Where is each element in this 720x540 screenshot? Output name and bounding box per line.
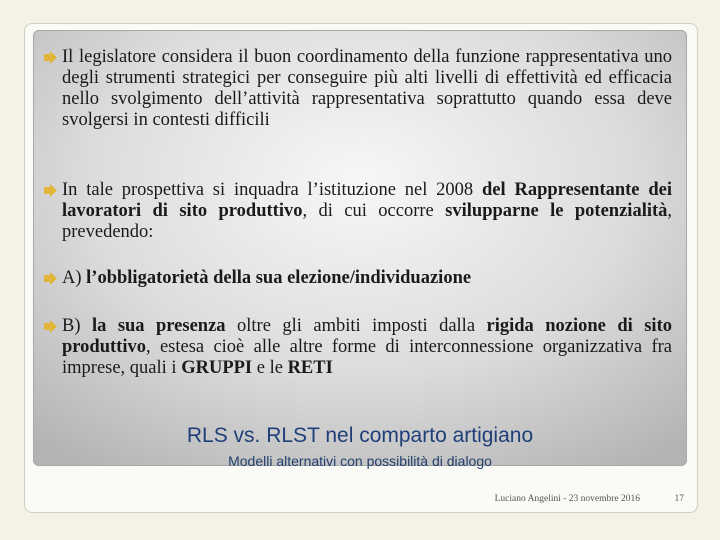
bullet-text-segment: , prevedendo:: [62, 201, 673, 242]
bullet-text: [62, 47, 672, 131]
bullet-text-segment: e le: [252, 358, 288, 378]
bullet-text-segment: GRUPPI: [181, 358, 253, 378]
bullet-arrow-icon: [42, 268, 60, 289]
bullet-text-segment: svilupparne le potenzialità: [445, 201, 668, 221]
section-subtitle: RLS vs. RLST nel comparto artigiano: [186, 424, 534, 447]
bullet-arrow-icon: [42, 316, 60, 337]
bullet-text-segment: del Rappresentante dei lavoratori di sito produttivo: [62, 180, 672, 221]
bullet-text-segment: la sua presenza: [91, 316, 226, 336]
bullet-text-segment: B): [62, 316, 92, 336]
bullet-text: [62, 316, 672, 379]
bullet-item-3: [62, 268, 672, 289]
bullet-arrow-icon: [42, 47, 60, 68]
bullet-text-segment: , di cui occorre: [302, 201, 446, 221]
bullet-text-segment: RETI: [287, 358, 333, 378]
bullet-text: [62, 180, 672, 243]
bullet-text: [62, 268, 672, 289]
bullet-text-segment: oltre gli ambiti imposti dalla: [225, 316, 487, 336]
page-number: 17: [674, 494, 684, 504]
bullet-text-segment: Il legislatore considera il buon coordinamento della funzione rappresentativa uno degli strumenti strategici per conseguire più alti livelli di effettività ed efficacia nello svolgimento dell’attività rappresentativa soprattutto quando essa deve svolgersi in contesti difficili: [62, 47, 672, 130]
section-caption: Modelli alternativi con possibilità di dialogo: [228, 453, 492, 469]
footer-author: Luciano Angelini - 23 novembre 2016: [494, 494, 640, 504]
bullet-arrow-icon: [42, 180, 60, 201]
bullet-text-segment: In tale prospettiva si inquadra l’istituzione nel 2008: [62, 180, 482, 200]
bullet-item-1: [62, 47, 672, 131]
bullet-text-segment: A): [62, 268, 87, 288]
bullet-item-4: [62, 316, 672, 379]
bullet-text-segment: , estesa cioè alle altre forme di interconnessione organizzativa fra imprese, quali i: [62, 337, 672, 378]
bullet-item-2: [62, 180, 672, 243]
bullet-text-segment: l’obbligatorietà della sua elezione/individuazione: [86, 268, 472, 288]
bullet-text-segment: rigida nozione di sito produttivo: [62, 316, 672, 357]
